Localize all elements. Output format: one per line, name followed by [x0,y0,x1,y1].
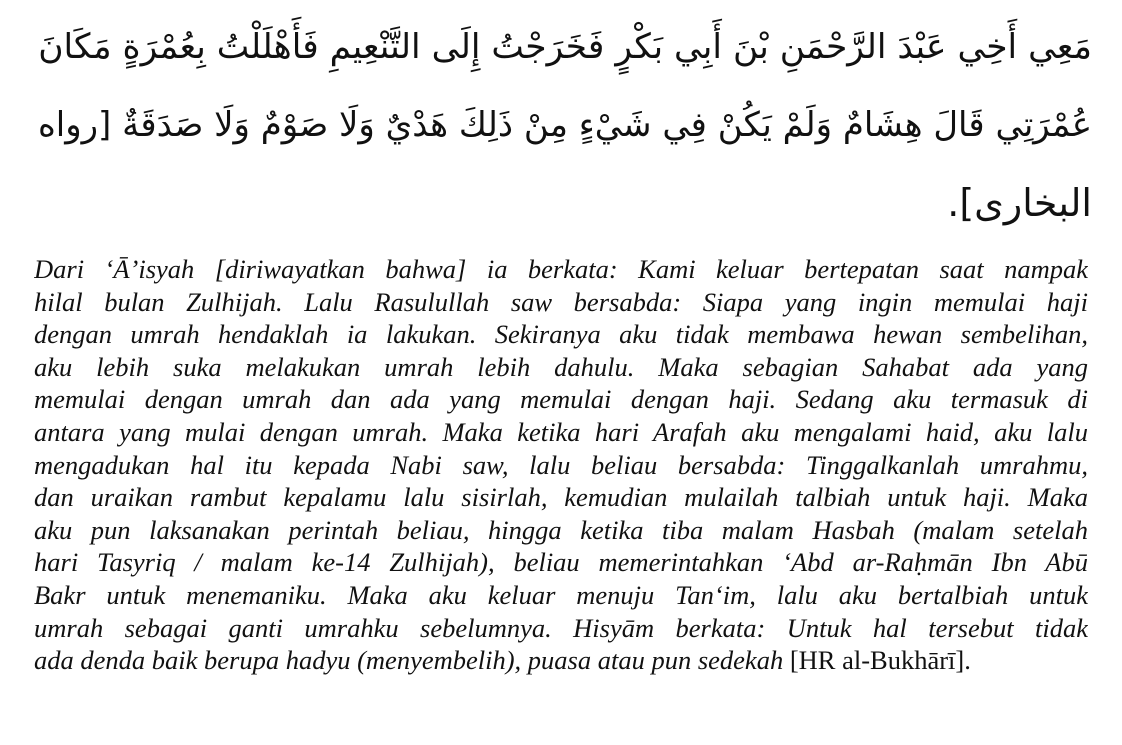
translation-line-5: memulai dengan umrah dan ada yang memulai dengan haji. Sedang aku termasuk di [34,384,1088,415]
translation-line-4: aku lebih suka melakukan umrah lebih dahulu. Maka sebagian Sahabat ada yang [34,351,1088,382]
arabic-line-2: عُمْرَتِي قَالَ هِشَامٌ وَلَمْ يَكُنْ فِي شَيْءٍ مِنْ ذَلِكَ هَدْيٌ وَلَا صَوْمٌ وَلَا صَدَقَةٌ [رواه [37,105,1092,145]
translation-line-1: Dari ‘Ā’isyah [diriwayatkan bahwa] ia berkata: Kami keluar bertepatan saat nampak [34,254,1088,284]
citation: [HR al-Bukhārī]. [789,645,971,676]
arabic-line-3: البخارى]. [947,181,1092,225]
translation-line-9: aku pun laksanakan perintah beliau, hingga ketika tiba malam Hasbah (malam setelah [34,514,1088,545]
translation-line-13 [34,644,1088,677]
translation-line-8: dan uraikan rambut kepalamu lalu sisirlah, kemudian mulailah talbiah untuk haji. Maka [34,482,1088,513]
translation-line-13-text: ada denda baik berupa hadyu (menyembelih), puasa atau pun sedekah [34,645,784,676]
indonesian-translation [34,253,1088,677]
translation-line-3: dengan umrah hendaklah ia lakukan. Sekiranya aku tidak membawa hewan sembelihan, [34,319,1088,350]
translation-line-2: hilal bulan Zulhijah. Lalu Rasulullah saw bersabda: Siapa yang ingin memulai haji [34,286,1088,317]
translation-line-10: hari Tasyriq / malam ke-14 Zulhijah), beliau memerintahkan ‘Abd ar-Raḥmān Ibn Abū [34,547,1088,578]
arabic-hadith-text [30,8,1092,242]
translation-line-11: Bakr untuk menemaniku. Maka aku keluar menuju Tan‘im, lalu aku bertalbiah untuk [34,579,1088,610]
arabic-line-1: مَعِي أَخِي عَبْدَ الرَّحْمَنِ بْنَ أَبِي بَكْرٍ فَخَرَجْتُ إِلَى التَّنْعِيمِ فَأَهْلَلْتُ بِعُمْرَةٍ مَكَانَ [38,27,1092,67]
translation-line-12: umrah sebagai ganti umrahku sebelumnya. Hisyām berkata: Untuk hal tersebut tidak [34,612,1088,643]
translation-line-7: mengadukan hal itu kepada Nabi saw, lalu beliau bersabda: Tinggalkanlah umrahmu, [34,449,1088,480]
translation-line-6: antara yang mulai dengan umrah. Maka ketika hari Arafah aku mengalami haid, aku lalu [34,416,1088,447]
